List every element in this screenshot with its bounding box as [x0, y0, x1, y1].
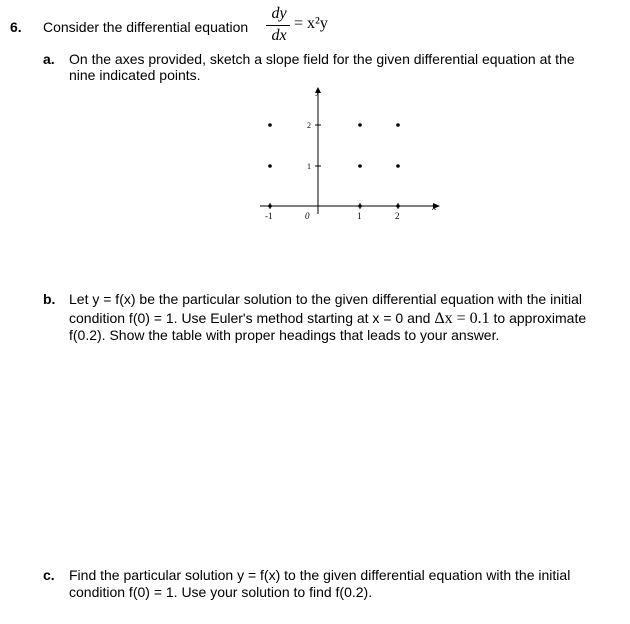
part-c-line-2: condition f(0) = 1. Use your solution to find f(0.2). [69, 584, 373, 600]
part-b-line-1: Let y = f(x) be the particular solution to the given differential equation with the initial [69, 291, 582, 307]
x-tick-label: 1 [357, 211, 362, 221]
part-c-label: c. [43, 567, 55, 583]
question-intro: Consider the differential equation [43, 19, 249, 35]
part-a-text: On the axes provided, sketch a slope field for the given differential equation at the nine indicated points. [69, 51, 575, 83]
slope-field-point [268, 164, 272, 168]
equation-rhs: = x²y [294, 15, 328, 32]
part-c-line-1: Find the particular solution y = f(x) to the given differential equation with the initial [69, 567, 571, 583]
part-b-delta-x: Δx = 0.1 [434, 310, 490, 327]
x-tick-label: -1 [265, 211, 273, 221]
slope-field-point [396, 204, 400, 208]
x-tick-label: 2 [395, 211, 400, 221]
slope-field-point [358, 123, 362, 127]
slope-field-point [358, 164, 362, 168]
part-b-label: b. [43, 291, 56, 307]
slope-field-point [268, 123, 272, 127]
part-b-line-2-start: condition f(0) = 1. Use Euler's method starting at x = 0 and [69, 310, 431, 326]
x-axis-label: x [432, 202, 437, 213]
y-tick-label: 2 [307, 121, 311, 130]
slope-field-point [396, 164, 400, 168]
fraction-bar [266, 25, 290, 26]
y-tick-label: 1 [307, 162, 311, 171]
x-tick-label: 0 [305, 211, 310, 221]
part-b-line-3: f(0.2). Show the table with proper headings that leads to your answer. [69, 327, 500, 343]
slope-field-point [358, 204, 362, 208]
slope-field-axes [250, 85, 450, 230]
slope-field-point [396, 123, 400, 127]
slope-field-points [268, 123, 400, 208]
y-axis-label: y [316, 87, 320, 96]
equation-denominator: dx [271, 27, 287, 44]
slope-field-point [268, 204, 272, 208]
part-b-line-2-end: to approximate [493, 310, 587, 326]
equation-numerator: dy [271, 5, 287, 22]
question-number: 6. [10, 19, 22, 35]
part-b-line-2 [69, 310, 586, 327]
part-a-label: a. [43, 51, 55, 67]
